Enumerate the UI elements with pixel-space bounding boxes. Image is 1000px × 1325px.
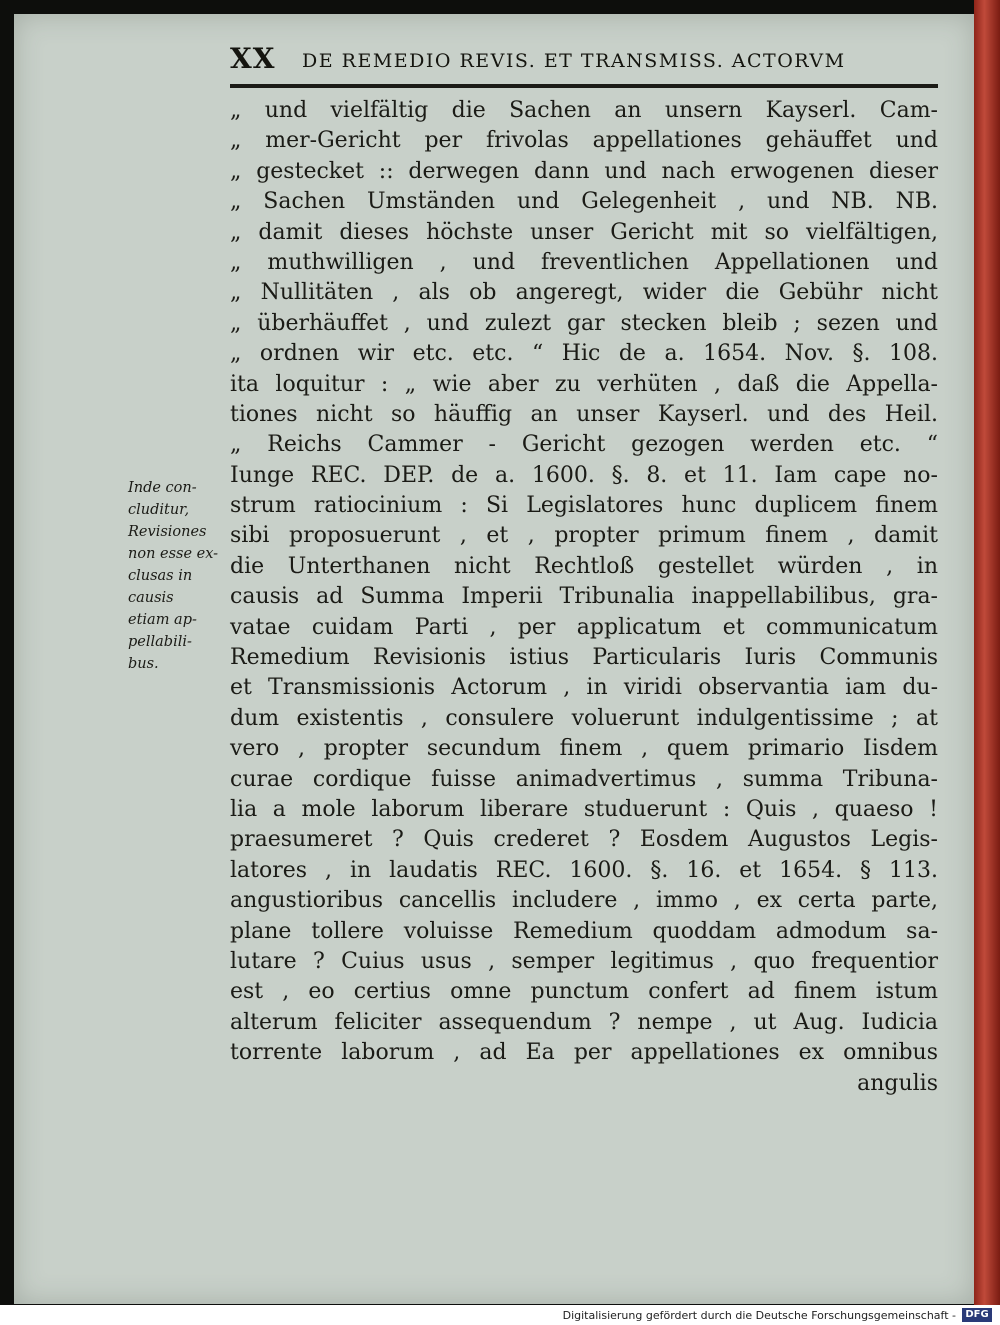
marginal-line: causis: [128, 590, 174, 606]
text-line: „ Sachen Umständen und Gelegenheit , und NB. NB.: [230, 189, 938, 215]
text-line: lutare ? Cuius usus , semper legitimus , quo frequentior: [230, 948, 938, 974]
text-line: lia a mole laborum liberare studuerunt : Quis , quaeso !: [230, 796, 938, 822]
catchword: angulis: [857, 1070, 938, 1096]
text-line: dum existentis , consulere voluerunt indulgentissime ; at: [230, 705, 938, 731]
running-head: DE REMEDIO REVIS. ET TRANSMISS. ACTORVM: [302, 50, 846, 72]
marginal-note: [128, 477, 226, 675]
marginal-line: Revisiones: [128, 524, 207, 540]
text-line: „ Nullitäten , als ob angeregt, wider die Gebühr nicht: [230, 280, 938, 306]
page-number: XX: [230, 42, 276, 75]
text-line: causis ad Summa Imperii Tribunalia inappellabilibus, gra-: [230, 584, 938, 610]
marginal-line: Inde con-: [128, 480, 197, 496]
marginal-line: pellabili-: [128, 634, 192, 650]
text-line: alterum feliciter assequendum ? nempe , ut Aug. Iudicia: [230, 1009, 938, 1035]
text-line: est , eo certius omne punctum confert ad finem istum: [230, 979, 938, 1005]
text-line: „ Reichs Cammer - Gericht gezogen werden etc. “: [230, 432, 938, 458]
text-line: vatae cuidam Parti , per applicatum et communicatum: [230, 614, 938, 640]
footer-credit: Digitalisierung gefördert durch die Deutsche Forschungsgemeinschaft -: [562, 1309, 956, 1322]
marginal-line: non esse ex-: [128, 546, 219, 562]
marginal-line: cluditur,: [128, 502, 190, 518]
text-line: die Unterthanen nicht Rechtloß gestellet würden , in: [230, 553, 938, 579]
page-header: [230, 42, 930, 82]
text-line: tiones nicht so häuffig an unser Kayserl. und des Heil.: [230, 401, 938, 427]
text-line: praesumeret ? Quis crederet ? Eosdem Augustos Legis-: [230, 827, 938, 853]
text-line: „ muthwilligen , und freventlichen Appellationen und: [230, 249, 938, 275]
marginal-line: etiam ap-: [128, 612, 197, 628]
text-line: plane tollere voluisse Remedium quoddam admodum sa-: [230, 918, 938, 944]
footer-bar: [0, 1305, 1000, 1325]
text-line: sibi proposuerunt , et , propter primum finem , damit: [230, 523, 938, 549]
text-line: „ ordnen wir etc. etc. “ Hic de a. 1654. Nov. §. 108.: [230, 341, 938, 367]
text-line: ita loquitur : „ wie aber zu verhüten , daß die Appella-: [230, 371, 938, 397]
text-line: strum ratiocinium : Si Legislatores hunc duplicem finem: [230, 493, 938, 519]
text-line: „ mer-Gericht per frivolas appellationes gehäuffet und: [230, 128, 938, 154]
text-line: et Transmissionis Actorum , in viridi observantia iam du-: [230, 675, 938, 701]
text-line: angustioribus cancellis includere , immo , ex certa parte,: [230, 888, 938, 914]
text-line: „ überhäuffet , und zulezt gar stecken bleib ; sezen und: [230, 310, 938, 336]
dfg-logo: DFG: [962, 1308, 992, 1322]
text-line: torrente laborum , ad Ea per appellationes ex omnibus: [230, 1040, 938, 1066]
text-line: Iunge REC. DEP. de a. 1600. §. 8. et 11. Iam cape no-: [230, 462, 938, 488]
marginal-line: clusas in: [128, 568, 193, 584]
text-line: „ gestecket :: derwegen dann und nach erwogenen dieser: [230, 158, 938, 184]
header-rule: [230, 84, 938, 88]
text-line: curae cordique fuisse animadvertimus , summa Tribuna-: [230, 766, 938, 792]
text-line: „ damit dieses höchste unser Gericht mit so vielfältigen,: [230, 219, 938, 245]
body-text: [230, 96, 938, 1099]
marginal-line: bus.: [128, 656, 159, 672]
text-line: „ und vielfältig die Sachen an unsern Kayserl. Cam-: [230, 98, 938, 123]
text-line: vero , propter secundum finem , quem primario Iisdem: [230, 736, 938, 762]
text-line: latores , in laudatis REC. 1600. §. 16. et 1654. § 113.: [230, 857, 938, 883]
book-edge: [974, 0, 1000, 1305]
text-line: Remedium Revisionis istius Particularis Iuris Communis: [230, 645, 938, 671]
